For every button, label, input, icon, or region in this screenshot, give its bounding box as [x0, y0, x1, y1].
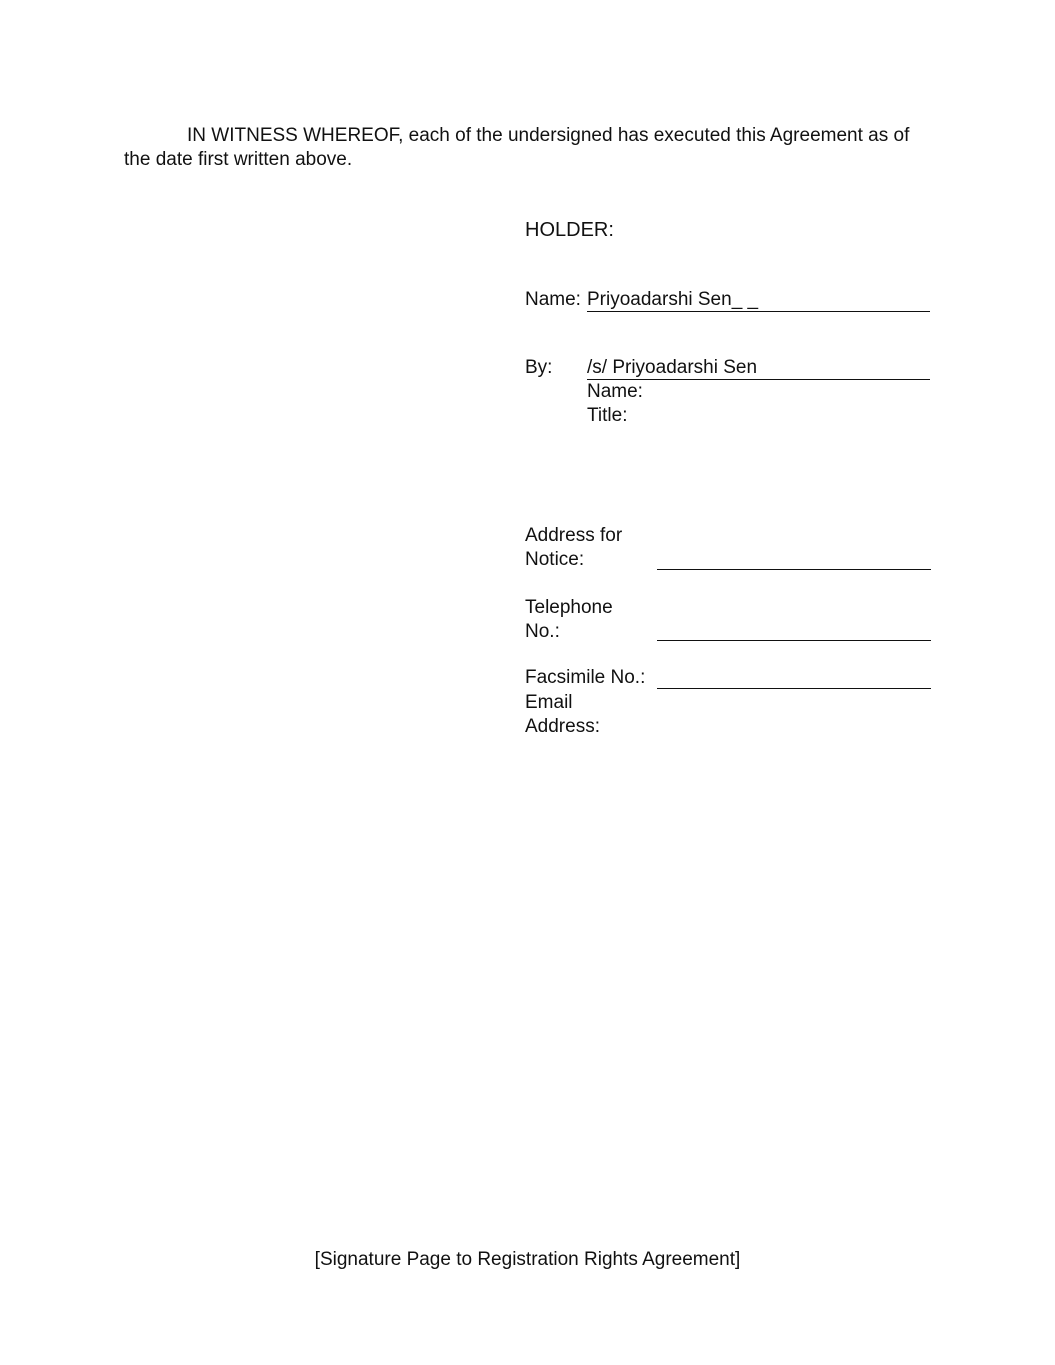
witness-line-1: IN WITNESS WHEREOF, each of the undersigned has executed this Agreement as of: [187, 125, 910, 146]
address-for-notice-label: [525, 524, 622, 572]
email-label-line-2: Address:: [525, 716, 600, 737]
address-blank-line: [657, 569, 931, 570]
witness-line-2: the date first written above.: [124, 149, 353, 170]
email-label: [525, 691, 600, 739]
by-signature-line: /s/ Priyoadarshi Sen: [587, 357, 930, 380]
telephone-label-line-2: No.:: [525, 621, 560, 642]
telephone-blank-line: [657, 640, 931, 641]
page-footer: [Signature Page to Registration Rights Agreement]: [314, 1249, 741, 1270]
witness-paragraph: [124, 124, 924, 172]
address-label-line-1: Address for: [525, 525, 623, 546]
by-label: By:: [525, 357, 553, 378]
holder-heading: HOLDER:: [525, 219, 614, 241]
email-label-line-1: Email: [525, 692, 573, 713]
address-label-line-2: Notice:: [525, 549, 585, 570]
holder-name-signature-line: Priyoadarshi Sen_ _: [587, 289, 930, 312]
signatory-title-label: Title:: [587, 405, 628, 426]
telephone-label: [525, 596, 613, 644]
telephone-label-line-1: Telephone: [525, 597, 613, 618]
signatory-name-label: Name:: [587, 381, 643, 402]
facsimile-label: Facsimile No.:: [525, 667, 646, 688]
holder-name-label: Name:: [525, 289, 581, 310]
facsimile-blank-line: [657, 688, 931, 689]
